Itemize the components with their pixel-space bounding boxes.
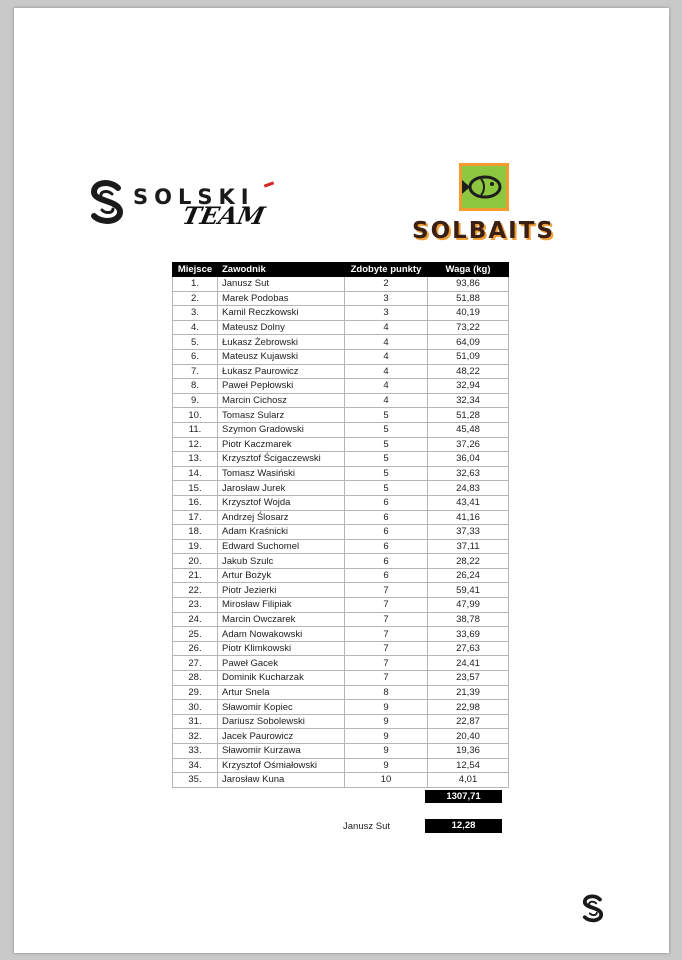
cell-place: 19. bbox=[173, 539, 218, 554]
header-points: Zdobyte punkty bbox=[345, 263, 428, 277]
cell-place: 27. bbox=[173, 656, 218, 671]
cell-competitor: Piotr Klimkowski bbox=[218, 641, 345, 656]
cell-place: 29. bbox=[173, 685, 218, 700]
cell-weight: 19,36 bbox=[428, 744, 509, 759]
table-row bbox=[173, 335, 509, 350]
table-row bbox=[173, 700, 509, 715]
cell-place: 33. bbox=[173, 744, 218, 759]
table-row bbox=[173, 744, 509, 759]
cell-points: 9 bbox=[345, 700, 428, 715]
table-row bbox=[173, 393, 509, 408]
cell-weight: 41,16 bbox=[428, 510, 509, 525]
cell-weight: 32,63 bbox=[428, 466, 509, 481]
cell-competitor: Krzysztof Ścigaczewski bbox=[218, 452, 345, 467]
cell-competitor: Paweł Pepłowski bbox=[218, 379, 345, 394]
cell-weight: 37,26 bbox=[428, 437, 509, 452]
cell-weight: 32,94 bbox=[428, 379, 509, 394]
table-row bbox=[173, 598, 509, 613]
cell-points: 6 bbox=[345, 539, 428, 554]
header-competitor: Zawodnik bbox=[218, 263, 345, 277]
table-row bbox=[173, 291, 509, 306]
cell-weight: 37,33 bbox=[428, 525, 509, 540]
solbaits-logo bbox=[376, 160, 596, 250]
cell-points: 4 bbox=[345, 349, 428, 364]
table-row bbox=[173, 627, 509, 642]
table-row bbox=[173, 422, 509, 437]
cell-points: 9 bbox=[345, 758, 428, 773]
table-row bbox=[173, 758, 509, 773]
table-row bbox=[173, 349, 509, 364]
cell-place: 35. bbox=[173, 773, 218, 788]
cell-place: 11. bbox=[173, 422, 218, 437]
cell-points: 6 bbox=[345, 554, 428, 569]
cell-points: 6 bbox=[345, 495, 428, 510]
cell-weight: 22,98 bbox=[428, 700, 509, 715]
cell-competitor: Marcin Owczarek bbox=[218, 612, 345, 627]
cell-competitor: Mateusz Kujawski bbox=[218, 349, 345, 364]
cell-place: 32. bbox=[173, 729, 218, 744]
table-row bbox=[173, 568, 509, 583]
table-row bbox=[173, 583, 509, 598]
cell-points: 7 bbox=[345, 612, 428, 627]
table-row bbox=[173, 525, 509, 540]
cell-weight: 20,40 bbox=[428, 729, 509, 744]
cell-weight: 93,86 bbox=[428, 277, 509, 292]
cell-points: 8 bbox=[345, 685, 428, 700]
cell-points: 4 bbox=[345, 364, 428, 379]
cell-competitor: Andrzej Ślosarz bbox=[218, 510, 345, 525]
cell-competitor: Edward Suchomel bbox=[218, 539, 345, 554]
cell-place: 4. bbox=[173, 320, 218, 335]
cell-weight: 64,09 bbox=[428, 335, 509, 350]
cell-points: 7 bbox=[345, 671, 428, 686]
cell-weight: 12,54 bbox=[428, 758, 509, 773]
table-row bbox=[173, 554, 509, 569]
cell-weight: 37,11 bbox=[428, 539, 509, 554]
cell-weight: 38,78 bbox=[428, 612, 509, 627]
cell-points: 6 bbox=[345, 525, 428, 540]
cell-weight: 59,41 bbox=[428, 583, 509, 598]
table-row bbox=[173, 306, 509, 321]
cell-points: 9 bbox=[345, 744, 428, 759]
cell-competitor: Mirosław Filipiak bbox=[218, 598, 345, 613]
cell-competitor: Artur Bożyk bbox=[218, 568, 345, 583]
cell-place: 18. bbox=[173, 525, 218, 540]
solski-wordmark: SOLSKI bbox=[133, 185, 255, 209]
cell-weight: 24,41 bbox=[428, 656, 509, 671]
cell-points: 5 bbox=[345, 481, 428, 496]
cell-weight: 24,83 bbox=[428, 481, 509, 496]
cell-place: 20. bbox=[173, 554, 218, 569]
cell-points: 7 bbox=[345, 641, 428, 656]
table-row bbox=[173, 320, 509, 335]
table-row bbox=[173, 612, 509, 627]
cell-weight: 40,19 bbox=[428, 306, 509, 321]
cell-points: 4 bbox=[345, 393, 428, 408]
cell-place: 12. bbox=[173, 437, 218, 452]
cell-competitor: Krzysztof Ośmiałowski bbox=[218, 758, 345, 773]
cell-weight: 4,01 bbox=[428, 773, 509, 788]
cell-place: 10. bbox=[173, 408, 218, 423]
cell-points: 7 bbox=[345, 583, 428, 598]
cell-place: 26. bbox=[173, 641, 218, 656]
cell-points: 5 bbox=[345, 466, 428, 481]
table-row bbox=[173, 714, 509, 729]
cell-place: 14. bbox=[173, 466, 218, 481]
cell-competitor: Marek Podobas bbox=[218, 291, 345, 306]
cell-weight: 51,28 bbox=[428, 408, 509, 423]
cell-weight: 33,69 bbox=[428, 627, 509, 642]
cell-points: 7 bbox=[345, 627, 428, 642]
cell-points: 4 bbox=[345, 320, 428, 335]
cell-competitor: Dariusz Sobolewski bbox=[218, 714, 345, 729]
table-row bbox=[173, 773, 509, 788]
cell-weight: 27,63 bbox=[428, 641, 509, 656]
table-header-row bbox=[173, 263, 509, 277]
solbaits-wordmark: SOLBAITS bbox=[412, 218, 555, 244]
cell-competitor: Artur Snela bbox=[218, 685, 345, 700]
cell-competitor: Krzysztof Wojda bbox=[218, 495, 345, 510]
cell-points: 6 bbox=[345, 510, 428, 525]
cell-points: 4 bbox=[345, 379, 428, 394]
table-row bbox=[173, 729, 509, 744]
cell-weight: 48,22 bbox=[428, 364, 509, 379]
cell-weight: 47,99 bbox=[428, 598, 509, 613]
cell-competitor: Dominik Kucharzak bbox=[218, 671, 345, 686]
table-row bbox=[173, 685, 509, 700]
table-row bbox=[173, 277, 509, 292]
cell-place: 34. bbox=[173, 758, 218, 773]
cell-weight: 43,41 bbox=[428, 495, 509, 510]
cell-competitor: Piotr Jezierki bbox=[218, 583, 345, 598]
cell-competitor: Janusz Sut bbox=[218, 277, 345, 292]
cell-points: 10 bbox=[345, 773, 428, 788]
cell-points: 5 bbox=[345, 452, 428, 467]
cell-competitor: Jarosław Kuna bbox=[218, 773, 345, 788]
solski-footer-s-icon bbox=[581, 894, 605, 924]
cell-points: 5 bbox=[345, 422, 428, 437]
cell-place: 8. bbox=[173, 379, 218, 394]
cell-place: 30. bbox=[173, 700, 218, 715]
cell-competitor: Adam Kraśnicki bbox=[218, 525, 345, 540]
table-row bbox=[173, 641, 509, 656]
cell-place: 7. bbox=[173, 364, 218, 379]
cell-weight: 51,09 bbox=[428, 349, 509, 364]
cell-competitor: Tomasz Sularz bbox=[218, 408, 345, 423]
cell-place: 21. bbox=[173, 568, 218, 583]
results-table bbox=[172, 262, 509, 788]
cell-points: 5 bbox=[345, 437, 428, 452]
cell-points: 7 bbox=[345, 598, 428, 613]
cell-points: 4 bbox=[345, 335, 428, 350]
table-row bbox=[173, 671, 509, 686]
cell-competitor: Sławomir Kurzawa bbox=[218, 744, 345, 759]
cell-place: 25. bbox=[173, 627, 218, 642]
cell-competitor: Jacek Paurowicz bbox=[218, 729, 345, 744]
table-row bbox=[173, 466, 509, 481]
cell-place: 23. bbox=[173, 598, 218, 613]
cell-points: 3 bbox=[345, 291, 428, 306]
cell-place: 2. bbox=[173, 291, 218, 306]
table-row bbox=[173, 408, 509, 423]
fish-icon bbox=[459, 163, 509, 211]
biggest-fish-name: Janusz Sut bbox=[343, 821, 390, 832]
table-row bbox=[173, 656, 509, 671]
cell-place: 31. bbox=[173, 714, 218, 729]
cell-competitor: Jarosław Jurek bbox=[218, 481, 345, 496]
cell-place: 17. bbox=[173, 510, 218, 525]
header-place: Miejsce bbox=[173, 263, 218, 277]
cell-weight: 36,04 bbox=[428, 452, 509, 467]
cell-points: 5 bbox=[345, 408, 428, 423]
cell-weight: 26,24 bbox=[428, 568, 509, 583]
cell-place: 13. bbox=[173, 452, 218, 467]
cell-weight: 23,57 bbox=[428, 671, 509, 686]
cell-competitor: Szymon Gradowski bbox=[218, 422, 345, 437]
table-row bbox=[173, 379, 509, 394]
cell-place: 28. bbox=[173, 671, 218, 686]
team-wordmark: TEAM bbox=[179, 201, 268, 230]
solski-team-logo bbox=[88, 175, 288, 245]
cell-place: 3. bbox=[173, 306, 218, 321]
cell-competitor: Łukasz Paurowicz bbox=[218, 364, 345, 379]
cell-competitor: Piotr Kaczmarek bbox=[218, 437, 345, 452]
cell-competitor: Tomasz Wasiński bbox=[218, 466, 345, 481]
cell-points: 3 bbox=[345, 306, 428, 321]
cell-place: 6. bbox=[173, 349, 218, 364]
cell-place: 16. bbox=[173, 495, 218, 510]
table-row bbox=[173, 437, 509, 452]
cell-points: 2 bbox=[345, 277, 428, 292]
cell-weight: 21,39 bbox=[428, 685, 509, 700]
cell-competitor: Jakub Szulc bbox=[218, 554, 345, 569]
cell-weight: 51,88 bbox=[428, 291, 509, 306]
solski-s-icon bbox=[88, 180, 126, 226]
solski-accent-mark bbox=[264, 181, 274, 187]
table-row bbox=[173, 510, 509, 525]
cell-place: 1. bbox=[173, 277, 218, 292]
table-row bbox=[173, 539, 509, 554]
cell-competitor: Adam Nowakowski bbox=[218, 627, 345, 642]
table-row bbox=[173, 495, 509, 510]
cell-weight: 28,22 bbox=[428, 554, 509, 569]
cell-competitor: Sławomir Kopiec bbox=[218, 700, 345, 715]
table-row bbox=[173, 364, 509, 379]
cell-place: 5. bbox=[173, 335, 218, 350]
cell-points: 9 bbox=[345, 729, 428, 744]
header-weight: Waga (kg) bbox=[428, 263, 509, 277]
cell-place: 9. bbox=[173, 393, 218, 408]
cell-weight: 73,22 bbox=[428, 320, 509, 335]
cell-points: 7 bbox=[345, 656, 428, 671]
cell-place: 22. bbox=[173, 583, 218, 598]
cell-place: 15. bbox=[173, 481, 218, 496]
cell-weight: 32,34 bbox=[428, 393, 509, 408]
cell-points: 9 bbox=[345, 714, 428, 729]
cell-competitor: Łukasz Żebrowski bbox=[218, 335, 345, 350]
biggest-fish-weight: 12,28 bbox=[425, 819, 502, 833]
cell-weight: 22,87 bbox=[428, 714, 509, 729]
table-row bbox=[173, 481, 509, 496]
total-weight: 1307,71 bbox=[425, 790, 502, 803]
cell-points: 6 bbox=[345, 568, 428, 583]
cell-competitor: Marcin Cichosz bbox=[218, 393, 345, 408]
cell-place: 24. bbox=[173, 612, 218, 627]
cell-competitor: Paweł Gacek bbox=[218, 656, 345, 671]
cell-weight: 45,48 bbox=[428, 422, 509, 437]
table-row bbox=[173, 452, 509, 467]
cell-competitor: Kamil Reczkowski bbox=[218, 306, 345, 321]
cell-competitor: Mateusz Dolny bbox=[218, 320, 345, 335]
